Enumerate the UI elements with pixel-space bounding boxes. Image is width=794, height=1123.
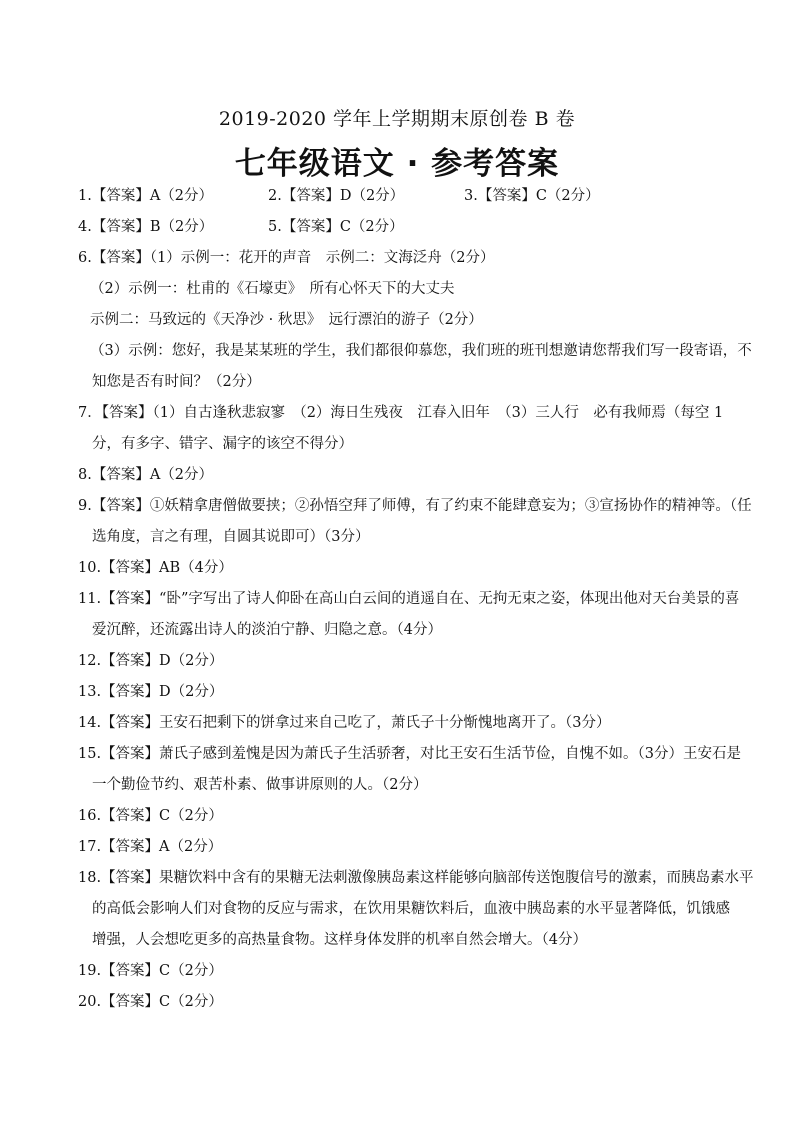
answer-18-cont2: 增强，人会想吃更多的高热量食物。这样身体发胖的机率自然会增大。（4分） (92, 932, 587, 948)
page-title: 七年级语文 · 参考答案 (234, 146, 560, 182)
answer-6-part3: （3）示例：您好，我是某某班的学生，我们都很仰慕您，我们班的班刊想邀请您帮我们写一段寄语，不 (90, 343, 752, 359)
answer-12: 12.【答案】D（2分） (78, 653, 224, 669)
answer-3: 3.【答案】C（2分） (464, 188, 600, 204)
answer-18: 18.【答案】果糖饮料中含有的果糖无法刺激像胰岛素这样能够向脑部传送饱腹信号的激素，而胰岛素水平 (78, 870, 754, 886)
answer-11-cont: 爱沉醉，还流露出诗人的淡泊宁静、归隐之意。（4分） (92, 622, 442, 638)
exam-subtitle: 2019-2020 学年上学期期末原创卷 B 卷 (218, 108, 576, 130)
answer-15-cont: 一个勤俭节约、艰苦朴素、做事讲原则的人。（2分） (92, 777, 428, 793)
answer-11: 11.【答案】“卧”字写出了诗人仰卧在高山白云间的逍遥自在、无拘无束之姿，体现出他对天台美景的喜 (78, 591, 740, 607)
answer-row-4-5 (78, 215, 728, 246)
answer-5: 5.【答案】C（2分） (268, 219, 404, 235)
answer-20: 20.【答案】C（2分） (78, 994, 223, 1010)
answer-6-part2: （2）示例一：杜甫的《石壕吏》 所有心怀天下的大丈夫 (90, 281, 455, 297)
answer-list (78, 184, 754, 1021)
answer-13: 13.【答案】D（2分） (78, 684, 224, 700)
answer-18-cont1: 的高低会影响人们对食物的反应与需求，在饮用果糖饮料后，血液中胰岛素的水平显著降低，饥饿感 (92, 901, 730, 917)
answer-19: 19.【答案】C（2分） (78, 963, 223, 979)
answer-6-part3-cont: 知您是否有时间？（2分） (92, 374, 261, 390)
answer-6-part2-example2: 示例二：马致远的《天净沙 · 秋思》 远行漂泊的游子（2分） (90, 312, 483, 328)
answer-8: 8.【答案】A（2分） (78, 467, 214, 483)
answer-row-1-3 (78, 184, 728, 215)
answer-2: 2.【答案】D（2分） (268, 188, 405, 204)
answer-6: 6.【答案】（1）示例一：花开的声音 示例二：文海泛舟（2分） (78, 250, 495, 266)
answer-16: 16.【答案】C（2分） (78, 808, 223, 824)
answer-9-cont: 选角度，言之有理，自圆其说即可）（3分） (92, 529, 370, 545)
answer-14: 14.【答案】王安石把剩下的饼拿过来自己吃了，萧氏子十分惭愧地离开了。（3分） (78, 715, 611, 731)
answer-7: 7．【答案】（1）自古逢秋悲寂寥 （2）海日生残夜 江春入旧年 （3）三人行 必有我师焉（每空 1 (78, 405, 724, 421)
answer-9: 9.【答案】①妖精拿唐僧做要挟；②孙悟空拜了师傅，有了约束不能肆意妄为；③宣扬协作的精神等。（任 (78, 498, 752, 514)
answer-15: 15.【答案】萧氏子感到羞愧是因为萧氏子生活骄奢，对比王安石生活节俭，自愧不如。（3分）王安石是 (78, 746, 742, 762)
answer-10: 10.【答案】AB（4分） (78, 560, 233, 576)
answer-1: 1.【答案】A（2分） (78, 188, 214, 204)
answer-4: 4.【答案】B（2分） (78, 219, 214, 235)
answer-7-cont: 分，有多字、错字、漏字的该空不得分） (92, 436, 353, 452)
answer-17: 17.【答案】A（2分） (78, 839, 223, 855)
